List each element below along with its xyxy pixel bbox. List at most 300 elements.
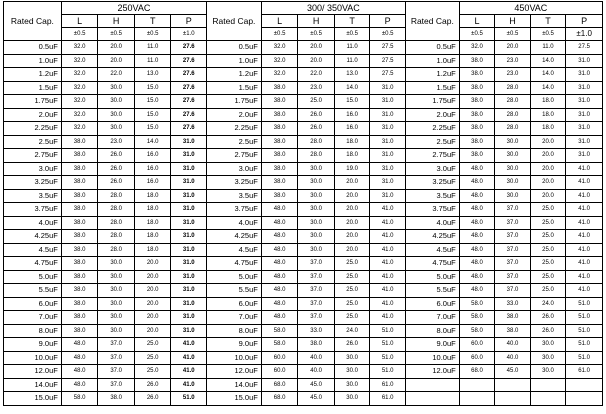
dim-p-cell: 31.0 xyxy=(171,230,207,244)
dim-h-cell: 30.0 xyxy=(298,203,335,217)
dim-t-cell: 25.0 xyxy=(530,203,566,217)
dim-p-cell: 31.0 xyxy=(171,135,207,149)
dim-p-cell: 51.0 xyxy=(566,324,603,338)
dim-t-cell: 20.0 xyxy=(134,311,171,325)
dim-t-header: T xyxy=(530,15,566,28)
dim-h-header: H xyxy=(495,15,531,28)
dim-h-cell: 28.0 xyxy=(298,135,335,149)
dim-p-cell: 31.0 xyxy=(566,68,603,82)
dim-l-cell: 48.0 xyxy=(261,297,298,311)
dim-h-cell: 30.0 xyxy=(298,230,335,244)
dim-h-cell: 30.0 xyxy=(98,81,135,95)
dim-l-cell: 38.0 xyxy=(459,68,495,82)
rated-cap-cell: 4.0uF xyxy=(405,216,459,230)
rated-cap-header: Rated Cap. xyxy=(405,2,459,41)
tolerance-label: ±0.5 xyxy=(459,28,495,41)
dim-l-cell: 38.0 xyxy=(261,135,298,149)
rated-cap-cell: 8.0uF xyxy=(207,324,262,338)
dim-l-cell: 48.0 xyxy=(459,189,495,203)
dim-p-cell: 41.0 xyxy=(171,378,207,392)
dim-h-cell: 26.0 xyxy=(298,122,335,136)
dim-p-cell: 61.0 xyxy=(370,378,406,392)
dim-l-cell: 38.0 xyxy=(459,54,495,68)
rated-cap-cell: 7.0uF xyxy=(207,311,262,325)
dim-t-cell: 25.0 xyxy=(134,338,171,352)
rated-cap-cell: 4.5uF xyxy=(405,243,459,257)
dim-t-cell: 20.0 xyxy=(334,230,370,244)
rated-cap-cell: 1.0uF xyxy=(4,54,62,68)
dim-p-cell: 31.0 xyxy=(370,108,406,122)
dim-t-cell: 16.0 xyxy=(134,176,171,190)
rated-cap-cell: 2.75uF xyxy=(4,149,62,163)
dim-l-cell: 60.0 xyxy=(459,351,495,365)
dim-t-cell: 25.0 xyxy=(334,297,370,311)
rated-cap-cell: 12.0uF xyxy=(405,365,459,379)
rated-cap-cell: 4.5uF xyxy=(4,243,62,257)
rated-cap-cell: 2.0uF xyxy=(207,108,262,122)
voltage-250-header: 250VAC xyxy=(61,2,206,15)
dim-h-header: H xyxy=(98,15,135,28)
dim-l-cell: 38.0 xyxy=(61,162,98,176)
dim-l-cell: 32.0 xyxy=(61,95,98,109)
dim-l-cell: 48.0 xyxy=(459,216,495,230)
dim-l-cell xyxy=(459,378,495,392)
dim-l-cell: 48.0 xyxy=(459,203,495,217)
dim-l-cell: 48.0 xyxy=(61,338,98,352)
dim-h-cell: 20.0 xyxy=(298,54,335,68)
dim-p-cell: 31.0 xyxy=(171,270,207,284)
dim-l-cell: 48.0 xyxy=(61,351,98,365)
dim-l-cell: 38.0 xyxy=(261,176,298,190)
dim-t-header: T xyxy=(334,15,370,28)
dim-l-cell: 38.0 xyxy=(61,176,98,190)
dim-t-cell: 20.0 xyxy=(334,243,370,257)
dim-h-cell: 30.0 xyxy=(495,176,531,190)
rated-cap-cell: 3.75uF xyxy=(405,203,459,217)
dim-p-cell: 27.6 xyxy=(171,68,207,82)
dim-p-cell xyxy=(566,392,603,406)
dim-t-cell: 15.0 xyxy=(134,108,171,122)
dim-h-cell: 37.0 xyxy=(298,270,335,284)
dim-p-cell: 41.0 xyxy=(566,162,603,176)
dim-p-cell: 41.0 xyxy=(370,270,406,284)
dim-t-cell xyxy=(530,378,566,392)
rated-cap-cell: 10.0uF xyxy=(405,351,459,365)
dim-l-cell: 48.0 xyxy=(261,284,298,298)
dim-t-cell: 30.0 xyxy=(334,351,370,365)
table-row xyxy=(4,351,603,365)
dim-h-cell: 40.0 xyxy=(495,351,531,365)
dim-p-cell: 41.0 xyxy=(370,243,406,257)
dim-h-cell: 20.0 xyxy=(98,41,135,55)
dim-h-cell: 30.0 xyxy=(495,189,531,203)
dim-t-cell: 24.0 xyxy=(334,324,370,338)
dim-l-cell: 48.0 xyxy=(261,270,298,284)
dim-h-cell: 30.0 xyxy=(495,149,531,163)
dim-l-cell: 38.0 xyxy=(459,122,495,136)
rated-cap-cell: 4.75uF xyxy=(405,257,459,271)
rated-cap-cell: 5.0uF xyxy=(4,270,62,284)
dim-t-cell: 14.0 xyxy=(334,81,370,95)
rated-cap-cell: 3.0uF xyxy=(405,162,459,176)
rated-cap-cell: 8.0uF xyxy=(4,324,62,338)
table-row xyxy=(4,297,603,311)
dim-p-cell: 41.0 xyxy=(171,338,207,352)
dim-l-cell: 38.0 xyxy=(61,230,98,244)
rated-cap-cell: 12.0uF xyxy=(207,365,262,379)
rated-cap-cell: 1.75uF xyxy=(207,95,262,109)
table-row xyxy=(4,378,603,392)
dim-p-cell: 61.0 xyxy=(566,365,603,379)
rated-cap-cell: 5.0uF xyxy=(207,270,262,284)
dim-t-cell: 24.0 xyxy=(530,297,566,311)
dim-p-cell: 41.0 xyxy=(370,311,406,325)
dim-p-cell: 41.0 xyxy=(370,297,406,311)
table-row xyxy=(4,311,603,325)
rated-cap-cell: 3.5uF xyxy=(4,189,62,203)
rated-cap-cell: 1.75uF xyxy=(405,95,459,109)
dim-t-cell: 14.0 xyxy=(134,135,171,149)
dim-h-cell: 30.0 xyxy=(98,284,135,298)
dim-p-cell: 27.6 xyxy=(171,54,207,68)
dim-h-cell: 40.0 xyxy=(298,351,335,365)
rated-cap-cell: 4.75uF xyxy=(4,257,62,271)
rated-cap-cell: 1.0uF xyxy=(405,54,459,68)
dim-l-cell: 48.0 xyxy=(459,270,495,284)
table-row xyxy=(4,338,603,352)
dim-t-cell: 25.0 xyxy=(530,284,566,298)
dim-h-cell: 20.0 xyxy=(298,41,335,55)
dim-h-cell: 28.0 xyxy=(98,230,135,244)
dim-l-cell: 38.0 xyxy=(61,324,98,338)
dim-h-cell: 30.0 xyxy=(298,243,335,257)
dim-l-cell: 38.0 xyxy=(459,81,495,95)
dim-l-cell: 38.0 xyxy=(459,95,495,109)
tolerance-label: ±0.5 xyxy=(495,28,531,41)
dim-l-cell: 48.0 xyxy=(459,243,495,257)
dim-h-cell xyxy=(495,378,531,392)
dim-l-cell xyxy=(459,392,495,406)
dim-p-cell: 41.0 xyxy=(171,365,207,379)
rated-cap-header: Rated Cap. xyxy=(4,2,62,41)
dim-h-cell: 30.0 xyxy=(495,135,531,149)
dim-p-cell: 31.0 xyxy=(171,149,207,163)
dim-p-cell: 41.0 xyxy=(566,257,603,271)
rated-cap-cell: 0.5uF xyxy=(207,41,262,55)
dim-l-cell: 48.0 xyxy=(459,176,495,190)
rated-cap-cell: 2.75uF xyxy=(207,149,262,163)
rated-cap-cell: 5.5uF xyxy=(405,284,459,298)
tolerance-label: ±1.0 xyxy=(566,28,603,41)
dim-p-cell: 31.0 xyxy=(566,108,603,122)
dim-h-cell: 37.0 xyxy=(298,297,335,311)
dim-t-cell: 25.0 xyxy=(134,351,171,365)
dim-p-cell: 31.0 xyxy=(566,81,603,95)
dim-t-cell: 19.0 xyxy=(334,162,370,176)
dim-h-cell: 30.0 xyxy=(298,189,335,203)
dim-p-cell: 27.6 xyxy=(171,81,207,95)
dim-p-cell: 31.0 xyxy=(370,176,406,190)
dim-h-cell: 26.0 xyxy=(98,149,135,163)
rated-cap-cell: 4.25uF xyxy=(4,230,62,244)
dim-t-cell: 20.0 xyxy=(334,189,370,203)
dim-p-cell: 51.0 xyxy=(370,365,406,379)
dim-t-cell: 20.0 xyxy=(530,135,566,149)
tolerance-label: ±1.0 xyxy=(171,28,207,41)
dim-p-cell: 41.0 xyxy=(370,216,406,230)
dim-t-cell: 18.0 xyxy=(334,149,370,163)
dim-h-cell: 37.0 xyxy=(298,284,335,298)
dim-l-cell: 58.0 xyxy=(61,392,98,406)
dim-p-cell: 31.0 xyxy=(370,149,406,163)
dim-h-cell: 28.0 xyxy=(495,122,531,136)
rated-cap-cell: 10.0uF xyxy=(207,351,262,365)
dim-l-cell: 38.0 xyxy=(459,135,495,149)
dim-t-cell: 11.0 xyxy=(134,41,171,55)
rated-cap-cell: 3.0uF xyxy=(4,162,62,176)
dim-p-cell: 31.0 xyxy=(171,257,207,271)
dim-h-cell: 45.0 xyxy=(298,392,335,406)
dim-h-cell xyxy=(495,392,531,406)
dim-h-cell: 30.0 xyxy=(298,176,335,190)
rated-cap-cell: 2.0uF xyxy=(4,108,62,122)
rated-cap-cell: 14.0uF xyxy=(207,378,262,392)
rated-cap-cell: 3.5uF xyxy=(207,189,262,203)
table-row xyxy=(4,324,603,338)
dim-l-cell: 38.0 xyxy=(61,243,98,257)
rated-cap-cell: 8.0uF xyxy=(405,324,459,338)
dim-h-cell: 30.0 xyxy=(98,95,135,109)
rated-cap-cell: 9.0uF xyxy=(4,338,62,352)
dim-t-cell: 26.0 xyxy=(530,311,566,325)
dim-l-cell: 58.0 xyxy=(459,324,495,338)
dim-t-cell: 25.0 xyxy=(334,257,370,271)
dim-l-cell: 48.0 xyxy=(261,203,298,217)
dim-t-cell: 30.0 xyxy=(334,365,370,379)
dim-t-cell: 26.0 xyxy=(334,338,370,352)
dim-h-cell: 37.0 xyxy=(495,216,531,230)
dim-t-cell: 25.0 xyxy=(530,243,566,257)
dim-t-cell: 11.0 xyxy=(530,41,566,55)
dim-p-cell: 31.0 xyxy=(171,216,207,230)
dim-p-cell: 41.0 xyxy=(566,203,603,217)
dim-h-cell: 28.0 xyxy=(98,203,135,217)
dim-p-cell: 41.0 xyxy=(566,270,603,284)
dim-p-cell: 41.0 xyxy=(171,351,207,365)
tolerance-label: ±0.5 xyxy=(334,28,370,41)
dim-h-cell: 38.0 xyxy=(298,338,335,352)
table-body xyxy=(4,41,603,406)
rated-cap-cell: 2.25uF xyxy=(4,122,62,136)
dim-h-cell: 28.0 xyxy=(298,149,335,163)
dim-l-cell: 38.0 xyxy=(61,189,98,203)
dim-p-cell: 41.0 xyxy=(370,257,406,271)
dim-l-header: L xyxy=(61,15,98,28)
dim-p-cell: 31.0 xyxy=(171,297,207,311)
table-row xyxy=(4,216,603,230)
rated-cap-cell: 1.2uF xyxy=(207,68,262,82)
dim-p-cell: 31.0 xyxy=(171,324,207,338)
dim-l-cell: 48.0 xyxy=(261,230,298,244)
dim-p-cell: 51.0 xyxy=(171,392,207,406)
dim-h-cell: 26.0 xyxy=(98,176,135,190)
tolerance-label: ±0.5 xyxy=(370,28,406,41)
dim-p-cell: 31.0 xyxy=(171,203,207,217)
table-row xyxy=(4,243,603,257)
dim-l-header: L xyxy=(261,15,298,28)
dim-p-cell: 31.0 xyxy=(370,122,406,136)
rated-cap-cell: 1.2uF xyxy=(4,68,62,82)
dim-t-cell: 13.0 xyxy=(334,68,370,82)
dim-l-cell: 38.0 xyxy=(61,203,98,217)
dim-t-cell: 26.0 xyxy=(134,378,171,392)
dim-p-cell: 27.5 xyxy=(370,41,406,55)
dim-h-cell: 37.0 xyxy=(298,311,335,325)
rated-cap-cell: 3.75uF xyxy=(4,203,62,217)
rated-cap-cell: 4.75uF xyxy=(207,257,262,271)
dim-h-cell: 37.0 xyxy=(98,378,135,392)
dim-t-cell: 18.0 xyxy=(530,122,566,136)
dim-p-cell: 41.0 xyxy=(566,284,603,298)
dim-l-cell: 38.0 xyxy=(61,135,98,149)
rated-cap-cell: 3.75uF xyxy=(207,203,262,217)
rated-cap-cell: 12.0uF xyxy=(4,365,62,379)
dim-p-cell: 51.0 xyxy=(566,297,603,311)
voltage-300-350-header: 300/ 350VAC xyxy=(261,2,405,15)
dim-l-cell: 60.0 xyxy=(261,365,298,379)
dim-t-cell: 16.0 xyxy=(334,122,370,136)
dim-h-cell: 28.0 xyxy=(495,108,531,122)
dim-l-cell: 32.0 xyxy=(61,108,98,122)
dim-t-cell: 11.0 xyxy=(334,54,370,68)
dim-t-cell: 18.0 xyxy=(134,230,171,244)
table-row xyxy=(4,54,603,68)
rated-cap-cell: 10.0uF xyxy=(4,351,62,365)
dim-t-cell: 18.0 xyxy=(334,135,370,149)
dim-l-cell: 48.0 xyxy=(459,162,495,176)
dim-p-cell: 31.0 xyxy=(566,135,603,149)
rated-cap-cell: 4.0uF xyxy=(207,216,262,230)
dim-t-cell: 25.0 xyxy=(334,284,370,298)
dim-l-cell: 48.0 xyxy=(261,311,298,325)
dim-t-cell: 20.0 xyxy=(134,284,171,298)
dim-h-cell: 28.0 xyxy=(98,189,135,203)
dim-t-cell: 25.0 xyxy=(134,365,171,379)
dim-p-cell: 31.0 xyxy=(171,284,207,298)
rated-cap-cell: 7.0uF xyxy=(4,311,62,325)
rated-cap-cell: 4.5uF xyxy=(207,243,262,257)
dim-h-cell: 23.0 xyxy=(98,135,135,149)
rated-cap-cell: 2.5uF xyxy=(207,135,262,149)
dim-l-cell: 58.0 xyxy=(459,311,495,325)
dim-h-cell: 30.0 xyxy=(98,297,135,311)
dim-p-cell: 61.0 xyxy=(370,392,406,406)
rated-cap-cell: 4.25uF xyxy=(207,230,262,244)
dim-h-cell: 37.0 xyxy=(495,243,531,257)
rated-cap-cell: 3.25uF xyxy=(4,176,62,190)
dim-l-cell: 38.0 xyxy=(61,311,98,325)
rated-cap-cell: 3.0uF xyxy=(207,162,262,176)
dim-p-cell: 27.5 xyxy=(370,54,406,68)
dim-t-cell: 20.0 xyxy=(134,324,171,338)
dim-h-cell: 45.0 xyxy=(298,378,335,392)
dim-h-cell: 28.0 xyxy=(98,216,135,230)
table-row xyxy=(4,41,603,55)
rated-cap-cell: 14.0uF xyxy=(4,378,62,392)
dim-h-cell: 30.0 xyxy=(98,324,135,338)
dim-h-cell: 37.0 xyxy=(495,284,531,298)
tolerance-label: ±0.5 xyxy=(298,28,335,41)
table-row xyxy=(4,203,603,217)
dim-h-cell: 37.0 xyxy=(495,203,531,217)
capacitor-dimension-table xyxy=(3,1,603,406)
dim-l-cell: 48.0 xyxy=(261,243,298,257)
dim-t-cell: 14.0 xyxy=(530,54,566,68)
dim-p-cell: 31.0 xyxy=(171,189,207,203)
dim-p-cell: 27.5 xyxy=(370,68,406,82)
table-row xyxy=(4,135,603,149)
dim-p-cell: 31.0 xyxy=(370,95,406,109)
dim-l-cell: 32.0 xyxy=(61,122,98,136)
dim-t-cell: 15.0 xyxy=(134,95,171,109)
dim-p-cell: 51.0 xyxy=(370,324,406,338)
dim-t-cell: 20.0 xyxy=(530,189,566,203)
dim-p-cell: 27.6 xyxy=(171,108,207,122)
dim-h-cell: 37.0 xyxy=(495,270,531,284)
dim-l-cell: 32.0 xyxy=(61,68,98,82)
dim-h-cell: 33.0 xyxy=(298,324,335,338)
dim-p-cell: 51.0 xyxy=(566,311,603,325)
dim-l-cell: 38.0 xyxy=(261,81,298,95)
dim-t-cell: 20.0 xyxy=(334,176,370,190)
rated-cap-cell: 9.0uF xyxy=(207,338,262,352)
dim-p-cell: 31.0 xyxy=(171,311,207,325)
dim-h-cell: 33.0 xyxy=(495,297,531,311)
dim-t-cell: 26.0 xyxy=(134,392,171,406)
dim-t-cell: 20.0 xyxy=(334,216,370,230)
dim-l-cell: 38.0 xyxy=(61,257,98,271)
dim-p-cell: 31.0 xyxy=(566,122,603,136)
rated-cap-cell: 1.5uF xyxy=(207,81,262,95)
dim-p-cell: 41.0 xyxy=(566,189,603,203)
dim-l-cell: 38.0 xyxy=(61,216,98,230)
dim-h-cell: 40.0 xyxy=(495,338,531,352)
dim-p-cell: 31.0 xyxy=(370,189,406,203)
dim-p-cell: 41.0 xyxy=(370,284,406,298)
table-row xyxy=(4,95,603,109)
dim-l-cell: 38.0 xyxy=(61,149,98,163)
dim-t-cell: 18.0 xyxy=(530,95,566,109)
dim-p-cell: 51.0 xyxy=(566,338,603,352)
rated-cap-cell: 1.75uF xyxy=(4,95,62,109)
dim-h-cell: 37.0 xyxy=(495,257,531,271)
dim-t-cell: 13.0 xyxy=(134,68,171,82)
tolerance-label: ±0.5 xyxy=(261,28,298,41)
dim-p-header: P xyxy=(566,15,603,28)
dim-h-header: H xyxy=(298,15,335,28)
dim-h-cell: 20.0 xyxy=(495,41,531,55)
voltage-450-header: 450VAC xyxy=(459,2,602,15)
dim-l-cell: 38.0 xyxy=(61,284,98,298)
rated-cap-cell: 7.0uF xyxy=(405,311,459,325)
dim-h-cell: 30.0 xyxy=(298,216,335,230)
tolerance-label: ±0.5 xyxy=(134,28,171,41)
dim-l-cell: 60.0 xyxy=(261,351,298,365)
tolerance-label: ±0.5 xyxy=(98,28,135,41)
dim-p-cell: 31.0 xyxy=(566,149,603,163)
dim-l-cell: 38.0 xyxy=(261,95,298,109)
dim-p-cell: 31.0 xyxy=(171,162,207,176)
